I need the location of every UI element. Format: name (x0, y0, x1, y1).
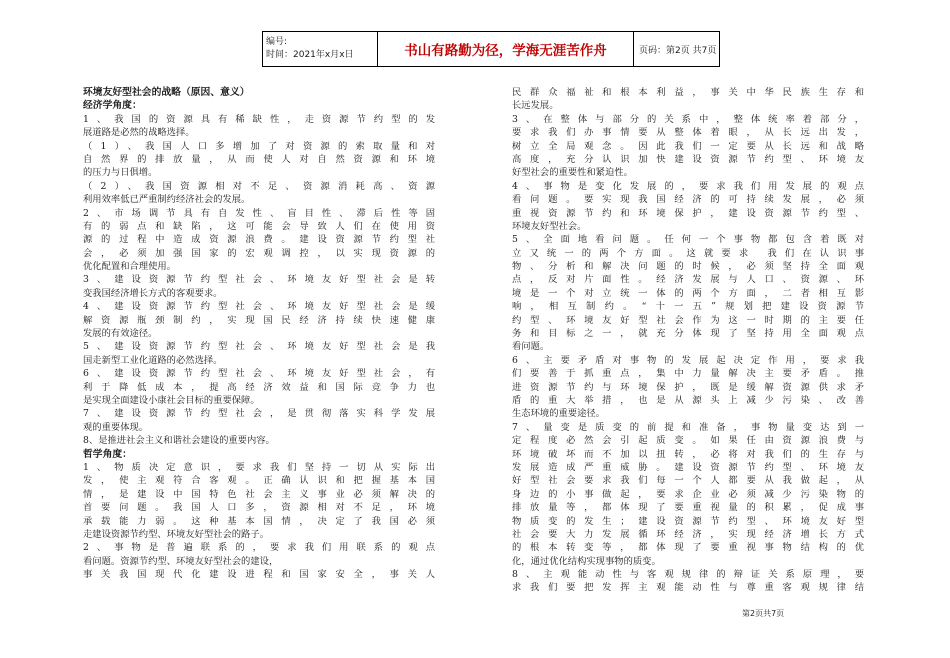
text-line: 定程度必然会引起质变。如果任由资源浪费与 (512, 435, 864, 447)
text-line: 国走新型工业化道路的必然选择。 (83, 354, 223, 366)
right-text-column (512, 86, 864, 595)
text-line: 8、是推进社会主义和谐社会建设的重要内容。 (83, 435, 275, 447)
text-line: 3、建设资源节约型社会、环境友好型社会是转 (83, 274, 435, 286)
text-line: 源的过程中造成资源浪费。建设资源节约型社 (83, 234, 435, 246)
text-line: 展道路是必然的战略选择。 (83, 127, 195, 139)
text-line: 2、事物是普遍联系的，要求我们用联系的观点 (83, 542, 435, 554)
text-line: 解资源瓶颈制约，实现国民经济持续快速健康 (83, 314, 435, 326)
text-line: 2、市场调节具有自发性、盲目性、滞后性等固 (83, 207, 435, 219)
header-page-label: 页码：第2页 共7页 (639, 45, 717, 56)
text-line: 6、主要矛盾对事物的发展起决定作用，要求我 (512, 354, 864, 366)
text-line: 8、主观能动性与客观规律的辩证关系原理，要 (512, 569, 864, 581)
text-line: 的压力与日俱增。 (83, 167, 158, 179)
text-line: （2）、我国资源相对不足、资源消耗高、资源 (83, 180, 435, 192)
text-line: 变我国经济增长方式的客观要求。 (83, 287, 223, 299)
text-line: 的根本转变等，都体现了要重视事物结构的优 (512, 542, 864, 554)
text-line: 有的弱点和缺陷，这可能会导致人们在使用资 (83, 220, 435, 232)
text-line: 1、我国的资源具有稀缺性，走资源节约型的发 (83, 113, 435, 125)
text-line: 们要善于抓重点，集中力量解决主要矛盾。推 (512, 368, 864, 380)
text-line: （1）、我国人口多增加了对资源的索取量和对 (83, 140, 435, 152)
text-line: 走建设资源节约型、环境友好型社会的路子。 (83, 528, 269, 540)
text-line: 好型社会的重要性和紧迫性。 (512, 167, 633, 179)
text-line: 求我们要把发挥主观能动性与尊重客观规律结 (512, 582, 864, 594)
text-line: 民群众福祉和根本利益，事关中华民族生存和 (512, 87, 864, 98)
text-line: 身边的小事做起，要求企业必须减少污染物的 (512, 488, 864, 500)
section-heading: 经济学角度： (83, 100, 142, 112)
text-line: 点，反对片面性。经济发展与人口、资源、环 (512, 274, 864, 286)
text-line: 4、建设资源节约型社会、环境友好型社会是缓 (83, 301, 435, 313)
text-line: 利用效率低已严重制约经济社会的发展。 (83, 194, 251, 206)
text-line: 社会要大力发展循环经济，实现经济增长方式 (512, 528, 864, 540)
text-line: 进资源节约与环境保护，既是缓解资源供求矛 (512, 381, 864, 393)
text-line: 化，通过优化结构实现事物的质变。 (512, 555, 661, 567)
text-line: 优化配置和合理使用。 (83, 261, 176, 273)
text-line: 看问题。 (512, 341, 550, 353)
text-line: 发展造成严重威胁。建设资源节约型、环境友 (512, 461, 864, 473)
text-line: 物、分析和解决问题的时候，必须坚持全面观 (512, 261, 864, 273)
section-heading: 环境友好型社会的战略（原因、意义） (83, 87, 250, 98)
header-time-label: 时间：2021年x月x日 (266, 50, 354, 60)
header-meta (263, 32, 378, 66)
text-line: 5、全面地看问题。任何一个事物都包含着既对 (512, 234, 864, 246)
text-line: 承载能力弱。这种基本国情，决定了我国必须 (83, 515, 435, 527)
text-line: 会，必须加强国家的宏观调控，以实现资源的 (83, 247, 435, 259)
text-line: 生态环境的重要途径。 (512, 408, 605, 420)
text-line: 观的重要体现。 (83, 421, 149, 433)
document-header (262, 31, 720, 67)
text-line: 高度，充分认识加快建设资源节约型、环境友 (512, 153, 864, 165)
text-line: 首要问题。我国人口多，资源相对不足，环境 (83, 502, 435, 514)
text-line: 7、量变是质变的前提和准备，事物量变达到一 (512, 421, 864, 433)
text-line: 盾的重大举措，也是从源头上减少污染、改善 (512, 394, 864, 406)
text-line: 7、建设资源节约型社会，是贯彻落实科学发展 (83, 408, 435, 420)
text-line: 长远发展。 (512, 100, 559, 112)
text-line: 看问题。资源节约型、环境友好型社会的建设， (83, 555, 279, 567)
page-footer: 第2页共7页 (742, 609, 785, 618)
text-line: 环境友好型社会。 (512, 220, 587, 232)
text-line: 环境破坏而不加以扭转，必将对我们的生存与 (512, 448, 864, 460)
text-line: 事关我国现代化建设进程和国家安全，事关人 (83, 569, 435, 581)
text-line: 自然界的排放量，从而使人对自然资源和环境 (83, 153, 435, 165)
text-line: 物质变的发生；建设资源节约型、环境友好型 (512, 515, 864, 527)
text-line: 情，是建设中国特色社会主义事业必须解决的 (83, 488, 435, 500)
text-line: 好型社会要求我们每一个人都要从我做起，从 (512, 475, 864, 487)
text-line: 看问题。要实现我国经济的可持续发展，必须 (512, 194, 864, 206)
text-line: 6、建设资源节约型社会、环境友好型社会，有 (83, 368, 435, 380)
text-line: 5、建设资源节约型社会、环境友好型社会是我 (83, 341, 435, 353)
text-line: 发，使主观符合客观。正确认识和把握基本国 (83, 475, 435, 487)
text-line: 重视资源节约和环境保护，建设资源节约型、 (512, 207, 864, 219)
text-line: 约型、环境友好型社会作为这一时期的主要任 (512, 314, 864, 326)
text-line: 要求我们办事情要从整体着眼，从长远出发， (512, 127, 864, 139)
header-motto: 书山有路勤为径，学海无涯苦作舟 (378, 32, 634, 66)
text-line: 境是一个对立统一体的两个方面，二者相互影 (512, 287, 864, 299)
text-line: 1、物质决定意识，要求我们坚持一切从实际出 (83, 461, 435, 473)
text-line: 树立全局观念。因此我们一定要从长远和战略 (512, 140, 864, 152)
text-line: 3、在整体与部分的关系中，整体统率着部分， (512, 113, 864, 125)
text-line: 立又统一的两个方面。这就要求 我们在认识事 (512, 247, 864, 259)
text-line: 务和目标之一，就充分体现了坚持用全面观点 (512, 328, 864, 340)
text-line: 发展的有效途径。 (83, 328, 158, 340)
text-line: 排放量等，都体现了要重视量的积累，促成事 (512, 502, 864, 514)
section-heading: 哲学角度： (83, 448, 132, 460)
text-line: 4、事物是变化发展的，要求我们用发展的观点 (512, 180, 864, 192)
text-line: 是实现全面建设小康社会目标的重要保障。 (83, 394, 260, 406)
left-text-column (83, 86, 435, 581)
text-line: 利于降低成本，提高经济效益和国际竞争力也 (83, 381, 435, 393)
header-number-label: 编号: (266, 37, 288, 47)
text-line: 响，相互制约。“十一五”规划把建设资源节 (512, 301, 864, 313)
